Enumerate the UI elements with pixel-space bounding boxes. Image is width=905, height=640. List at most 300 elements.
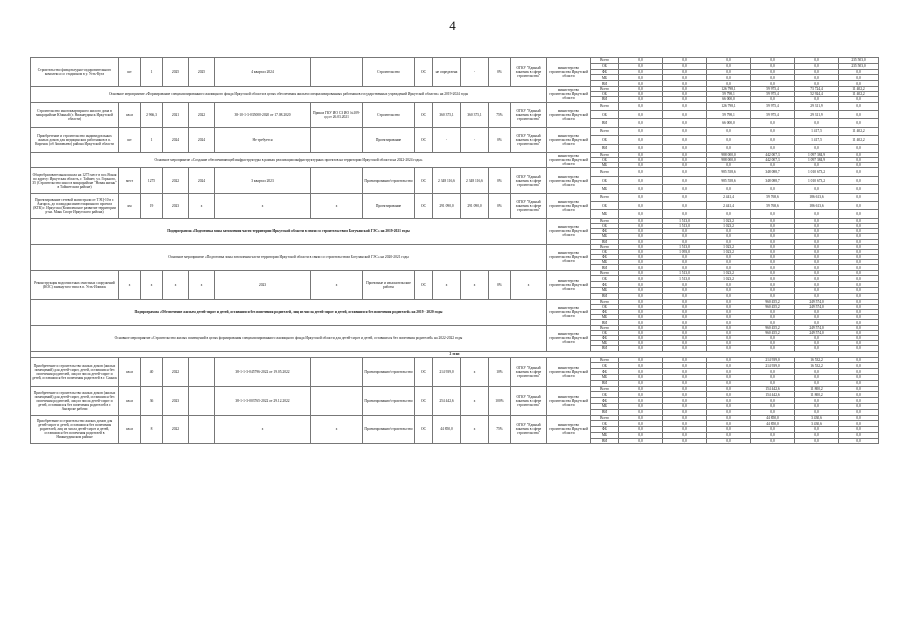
funding-value: 0,0: [839, 202, 879, 210]
funding-value: 0,0: [839, 438, 879, 444]
funding-source: Всего: [591, 244, 619, 249]
funding-value: 0,0: [795, 310, 839, 315]
funding-value: 59 975,4: [751, 102, 795, 110]
funding-value: 0,0: [707, 229, 751, 234]
funding-value: 0,0: [619, 310, 663, 315]
funding-value: 0,0: [751, 244, 795, 249]
funding-value: 0,0: [619, 81, 663, 87]
object-cost: 360 375,1: [433, 102, 461, 127]
funding-value: 960 455,2: [751, 330, 795, 335]
funding-value: 0,0: [663, 239, 707, 244]
object-unit: мест: [119, 168, 141, 193]
funding-value: 0,0: [619, 438, 663, 444]
funding-source: ОБ: [591, 158, 619, 163]
funding-value: 0,0: [619, 346, 663, 351]
object-end: 2022: [189, 102, 215, 127]
object-start: 2023: [163, 193, 189, 218]
funding-value: 11 402,2: [839, 86, 879, 91]
funding-value: 0,0: [663, 127, 707, 135]
funding-value: 0,0: [663, 136, 707, 144]
object-form: ОС: [415, 127, 433, 152]
funding-value: 0,0: [795, 63, 839, 69]
funding-value: 0,0: [839, 346, 879, 351]
funding-value: 0,0: [795, 144, 839, 152]
funding-source: ФБ: [591, 310, 619, 315]
funding-value: 0,0: [619, 63, 663, 69]
funding-value: 0,0: [707, 282, 751, 288]
funding-value: 0,0: [663, 229, 707, 234]
funding-value: 3 430,6: [795, 421, 839, 427]
funding-value: 1 023,2: [707, 270, 751, 276]
funding-value: 0,0: [619, 369, 663, 375]
funding-source: ВИ: [591, 346, 619, 351]
funding-source: ОБ: [591, 92, 619, 97]
object-form: ОС: [415, 102, 433, 127]
funding-value: 0,0: [795, 229, 839, 234]
object-start: 2023: [163, 386, 189, 415]
object-ministry: министерство строительства Иркутской области: [547, 270, 591, 299]
object-stage: Строительство: [363, 58, 415, 87]
funding-value: 0,0: [795, 265, 839, 270]
funding-value: 0,0: [751, 293, 795, 299]
funding-value: 442 007,3: [751, 152, 795, 157]
funding-source: МБ: [591, 432, 619, 438]
measure-title: Основное мероприятие «Строительство жилых помещений в целях формирования специализированного жилищного фонда Иркутской области для детей-сирот и детей, оставшихся без попечения родителей» на 2022-2022 годы: [31, 325, 547, 351]
funding-value: 0,0: [795, 234, 839, 239]
object-form: ОС: [415, 168, 433, 193]
funding-value: 0,0: [839, 432, 879, 438]
funding-value: 0,0: [795, 210, 839, 218]
object-readiness: 75%: [489, 102, 511, 127]
object-docs: 38-1-1-3-045796-2022 от 19.05.2022: [215, 357, 311, 386]
funding-value: 0,0: [795, 249, 839, 254]
funding-value: 0,0: [707, 380, 751, 386]
object-unit: км: [119, 193, 141, 218]
funding-value: 0,0: [619, 119, 663, 127]
object-expertise: Приказ ГКУ ИО СЗ ИО №109-од от 26.03.2021: [311, 102, 363, 127]
object-start: 2024: [163, 127, 189, 152]
funding-value: 11 800,2: [795, 386, 839, 392]
funding-value: 186 613,6: [795, 202, 839, 210]
funding-value: 0,0: [707, 341, 751, 346]
funding-source: МБ: [591, 234, 619, 239]
funding-value: 0,0: [751, 81, 795, 87]
funding-value: 988 000,0: [707, 152, 751, 157]
funding-value: 0,0: [795, 97, 839, 102]
object-end: 2024: [189, 127, 215, 152]
funding-value: 0,0: [619, 163, 663, 168]
object-unit: кв.м: [119, 357, 141, 386]
funding-value: 0,0: [751, 335, 795, 340]
funding-value: 0,0: [707, 335, 751, 340]
object-cost: 214 939,0: [433, 357, 461, 386]
funding-value: 0,0: [663, 102, 707, 110]
funding-value: 0,0: [619, 193, 663, 201]
measure-ministry: министерство строительства Иркутской области: [547, 244, 591, 270]
funding-value: 0,0: [839, 265, 879, 270]
object-ministry: министерство строительства Иркутской области: [547, 127, 591, 152]
funding-value: 0,0: [663, 438, 707, 444]
funding-value: 0,0: [707, 81, 751, 87]
funding-value: 0,0: [839, 223, 879, 228]
funding-value: 0,0: [751, 270, 795, 276]
funding-value: 442 007,3: [751, 158, 795, 163]
object-stage: Проектирование/строительство: [363, 415, 415, 444]
funding-source: Всего: [591, 415, 619, 421]
funding-value: 0,0: [663, 363, 707, 369]
funding-value: 0,0: [619, 110, 663, 118]
funding-value: 126 798,1: [707, 86, 751, 91]
object-ministry: министерство строительства Иркутской области: [547, 357, 591, 386]
funding-value: 0,0: [795, 185, 839, 193]
object-docs: 38-10-1-3-035000-2020 от 17.08.2020: [215, 102, 311, 127]
funding-source: ФБ: [591, 427, 619, 433]
funding-value: 0,0: [663, 265, 707, 270]
funding-value: 186 613,6: [795, 193, 839, 201]
object-cost2: х: [461, 415, 489, 444]
object-unit: кв.м: [119, 415, 141, 444]
funding-source: ВИ: [591, 239, 619, 244]
funding-value: 16 532,2: [795, 363, 839, 369]
funding-value: 0,0: [751, 409, 795, 415]
funding-value: 0,0: [795, 432, 839, 438]
funding-value: 0,0: [663, 415, 707, 421]
funding-value: 0,0: [619, 415, 663, 421]
funding-value: 0,0: [751, 427, 795, 433]
object-ministry: министерство строительства Иркутской области: [547, 168, 591, 193]
object-cost2: х: [461, 357, 489, 386]
funding-value: 1 023,2: [707, 218, 751, 223]
funding-value: 11 402,2: [839, 92, 879, 97]
funding-value: 0,0: [663, 403, 707, 409]
object-stage: Проектирование/строительство: [363, 168, 415, 193]
funding-value: 1 097 384,9: [795, 152, 839, 157]
funding-value: 0,0: [619, 330, 663, 335]
table-row: [31, 127, 879, 135]
measure-ministry: министерство строительства Иркутской области: [547, 299, 591, 325]
funding-value: 0,0: [619, 380, 663, 386]
funding-value: 0,0: [619, 299, 663, 304]
funding-value: 0,0: [707, 330, 751, 335]
object-form: ОС: [415, 58, 433, 87]
funding-value: 0,0: [751, 185, 795, 193]
funding-value: 0,0: [839, 288, 879, 294]
funding-source: Всего: [591, 102, 619, 110]
funding-value: 0,0: [663, 119, 707, 127]
funding-value: 0,0: [619, 86, 663, 91]
funding-value: 0,0: [619, 75, 663, 81]
table-row: [31, 193, 879, 201]
funding-value: 1 010 673,2: [795, 168, 839, 176]
funding-source: Всего: [591, 325, 619, 330]
object-name: Общеобразовательная школа на 1275 мест в пос.Ясная по адресу: Иркутская область, г. Тайшет, ул. Горького, 35 (Строительство школ в микрорайоне "Новая жизнь" в Тайшетском районе): [31, 168, 119, 193]
funding-value: 0,0: [663, 81, 707, 87]
funding-value: 0,0: [663, 304, 707, 309]
object-expertise: [311, 127, 363, 152]
funding-value: 0,0: [707, 325, 751, 330]
funding-value: 0,0: [839, 81, 879, 87]
object-ministry: министерство строительства Иркутской области: [547, 102, 591, 127]
funding-value: 59 798,1: [707, 110, 751, 118]
funding-value: 0,0: [751, 265, 795, 270]
funding-source: ФБ: [591, 282, 619, 288]
funding-value: 0,0: [751, 249, 795, 254]
object-customer: ОГКУ "Единый заказчик в сфере строительства": [511, 102, 547, 127]
object-docs: х: [215, 193, 311, 218]
object-ministry: министерство строительства Иркутской области: [547, 58, 591, 87]
measure-ministry: министерство строительства Иркутской области: [547, 218, 591, 244]
funding-source: МБ: [591, 374, 619, 380]
funding-value: 0,0: [751, 260, 795, 265]
funding-value: 0,0: [707, 210, 751, 218]
funding-value: 0,0: [663, 421, 707, 427]
funding-source: ФБ: [591, 369, 619, 375]
object-customer: ОГКУ "Единый заказчик в сфере строительства": [511, 415, 547, 444]
object-customer: ОГКУ "Единый заказчик в сфере строительства": [511, 193, 547, 218]
funding-value: 29 311,9: [795, 110, 839, 118]
funding-value: 0,0: [751, 403, 795, 409]
object-start: 2025: [163, 58, 189, 87]
object-cost: 2 348 116,6: [433, 168, 461, 193]
object-expertise: [311, 58, 363, 87]
funding-value: 0,0: [619, 265, 663, 270]
funding-value: 0,0: [619, 363, 663, 369]
funding-value: 0,0: [663, 315, 707, 320]
funding-value: 0,0: [795, 293, 839, 299]
funding-value: 59 975,4: [751, 92, 795, 97]
funding-source: ОБ: [591, 421, 619, 427]
funding-source: ОБ: [591, 276, 619, 282]
funding-value: 0,0: [839, 357, 879, 363]
stage-label: 2 этап: [31, 351, 879, 357]
object-ministry: министерство строительства Иркутской области: [547, 386, 591, 415]
funding-value: 0,0: [751, 255, 795, 260]
funding-value: 0,0: [663, 357, 707, 363]
funding-value: 1 023,2: [707, 249, 751, 254]
funding-source: МБ: [591, 75, 619, 81]
funding-source: ВИ: [591, 293, 619, 299]
funding-value: 0,0: [619, 158, 663, 163]
object-cost: -: [433, 127, 461, 152]
funding-source: ОБ: [591, 392, 619, 398]
funding-value: 0,0: [707, 320, 751, 325]
object-name: Проектирование сетевой магистрали от ТЭЦ-10 в г. Ангарск, до площадки инвестиционного проекта (КТК) г. Иркутска (Комплексное развитие территории р-на. Маяк Спорт Иркутского района): [31, 193, 119, 218]
funding-value: 0,0: [795, 119, 839, 127]
funding-value: 0,0: [663, 392, 707, 398]
funding-value: 235 503,0: [839, 63, 879, 69]
object-capacity: 1: [141, 58, 163, 87]
object-capacity: 40: [141, 357, 163, 386]
funding-value: 1 023,2: [707, 244, 751, 249]
funding-value: 0,0: [663, 210, 707, 218]
funding-source: ВИ: [591, 380, 619, 386]
funding-value: 66 000,0: [707, 119, 751, 127]
object-capacity: 2 966,3: [141, 102, 163, 127]
object-stage: Проектирование: [363, 193, 415, 218]
funding-value: 0,0: [795, 69, 839, 75]
funding-value: 0,0: [707, 398, 751, 404]
object-docs: 4 квартал 2024: [215, 58, 311, 87]
funding-value: 0,0: [839, 335, 879, 340]
funding-value: 0,0: [663, 255, 707, 260]
funding-value: 59 975,4: [751, 110, 795, 118]
object-stage: Проектирование/строительство: [363, 357, 415, 386]
funding-value: 0,0: [619, 260, 663, 265]
funding-value: 0,0: [795, 335, 839, 340]
funding-value: 0,0: [795, 315, 839, 320]
funding-value: 0,0: [751, 234, 795, 239]
funding-value: 0,0: [839, 293, 879, 299]
measure-ministry: министерство строительства Иркутской области: [547, 325, 591, 351]
funding-value: 0,0: [839, 421, 879, 427]
funding-value: 0,0: [619, 398, 663, 404]
funding-value: 0,0: [839, 144, 879, 152]
funding-value: 0,0: [751, 239, 795, 244]
funding-value: 0,0: [707, 144, 751, 152]
funding-value: 0,0: [839, 69, 879, 75]
funding-value: 0,0: [663, 409, 707, 415]
object-docs: 2023: [215, 270, 311, 299]
funding-value: 0,0: [663, 185, 707, 193]
object-unit: кв.м: [119, 102, 141, 127]
funding-value: 3 430,6: [795, 415, 839, 421]
funding-value: 0,0: [663, 86, 707, 91]
measure-title: Основное мероприятие «Подготовка зоны затопления части территории Иркутской области в связи со строительством Богучанской ГЭС» на 2020-2021 годы: [31, 244, 547, 270]
funding-value: 0,0: [619, 229, 663, 234]
funding-value: 0,0: [795, 260, 839, 265]
funding-value: 29 311,9: [795, 102, 839, 110]
funding-value: 0,0: [839, 185, 879, 193]
object-name: Приобретение и строительство жилых домов (жилых помещений) для детей-сирот, детей, оставшихся без попечения родителей, лиц из числа детей-сирот и детей, оставшихся без попечения родителей в г. Саянск: [31, 357, 119, 386]
funding-value: 0,0: [839, 276, 879, 282]
object-name: Приобретение и строительство индивидуальных жилых домов для медицинских работников в п. Киренск (об Зимовьево) района Иркутской области: [31, 127, 119, 152]
funding-source: ОБ: [591, 110, 619, 118]
funding-value: 0,0: [663, 299, 707, 304]
object-unit: шт: [119, 58, 141, 87]
object-name: Приобретение и строительство жилых домов (жилых помещений) для детей-сирот, детей, оставшихся без попечения родителей, лиц из числа детей-сирот и детей, оставшихся без попечения родителей в г. Ангарске рабочи: [31, 386, 119, 415]
funding-value: 0,0: [839, 119, 879, 127]
funding-value: 249 574,0: [795, 330, 839, 335]
funding-value: 0,0: [707, 369, 751, 375]
object-end: х: [189, 270, 215, 299]
object-cost: 291 090,0: [433, 193, 461, 218]
funding-value: 0,0: [795, 403, 839, 409]
funding-value: 0,0: [619, 136, 663, 144]
funding-value: 0,0: [751, 438, 795, 444]
funding-source: Всего: [591, 58, 619, 64]
funding-value: 0,0: [619, 276, 663, 282]
funding-source: ОБ: [591, 63, 619, 69]
funding-value: 0,0: [795, 239, 839, 244]
funding-value: 0,0: [751, 229, 795, 234]
funding-value: 2 441,4: [707, 193, 751, 201]
funding-source: ФБ: [591, 398, 619, 404]
funding-value: 0,0: [751, 119, 795, 127]
funding-value: 960 455,2: [751, 299, 795, 304]
funding-value: 0,0: [707, 260, 751, 265]
funding-source: МБ: [591, 163, 619, 168]
funding-value: 0,0: [619, 223, 663, 228]
funding-value: 0,0: [707, 127, 751, 135]
funding-value: 0,0: [839, 239, 879, 244]
funding-value: 0,0: [839, 386, 879, 392]
object-customer: ОГКУ "Единый заказчик в сфере строительства": [511, 386, 547, 415]
object-capacity: 1275: [141, 168, 163, 193]
funding-value: 0,0: [707, 163, 751, 168]
funding-value: 0,0: [619, 249, 663, 254]
funding-value: 0,0: [619, 315, 663, 320]
funding-value: 0,0: [839, 374, 879, 380]
funding-value: 0,0: [795, 244, 839, 249]
funding-value: 0,0: [707, 357, 751, 363]
funding-value: 0,0: [707, 374, 751, 380]
funding-value: 0,0: [839, 218, 879, 223]
funding-source: Всего: [591, 193, 619, 201]
funding-value: 0,0: [839, 255, 879, 260]
funding-value: 0,0: [707, 136, 751, 144]
funding-value: 0,0: [751, 58, 795, 64]
funding-value: 0,0: [707, 63, 751, 69]
object-end: [189, 357, 215, 386]
funding-value: 0,0: [663, 369, 707, 375]
object-name: Строительство многоквартирного жилого дома в микрорайоне Южный (г. Нижнеудинск Иркутской области): [31, 102, 119, 127]
funding-value: 0,0: [795, 270, 839, 276]
funding-source: ВИ: [591, 265, 619, 270]
object-ministry: министерство строительства Иркутской области: [547, 415, 591, 444]
funding-source: ВИ: [591, 144, 619, 152]
measure-ministry: министерство строительства Иркутской области: [547, 86, 591, 102]
funding-value: 0,0: [707, 293, 751, 299]
funding-value: 0,0: [707, 346, 751, 351]
funding-value: 11 402,2: [839, 136, 879, 144]
funding-value: 1 010 673,2: [795, 176, 839, 184]
funding-value: 0,0: [751, 144, 795, 152]
funding-value: 0,0: [663, 346, 707, 351]
object-readiness: 0%: [489, 168, 511, 193]
funding-value: 0,0: [751, 369, 795, 375]
funding-value: 0,0: [839, 380, 879, 386]
funding-value: 0,0: [795, 81, 839, 87]
funding-value: 348 088,7: [751, 176, 795, 184]
funding-value: 0,0: [619, 421, 663, 427]
funding-value: 0,0: [839, 282, 879, 288]
funding-value: 0,0: [619, 234, 663, 239]
funding-value: 0,0: [619, 127, 663, 135]
funding-value: 0,0: [707, 75, 751, 81]
funding-value: 0,0: [795, 282, 839, 288]
funding-value: 214 939,0: [751, 363, 795, 369]
funding-value: 0,0: [839, 304, 879, 309]
funding-value: 0,0: [663, 176, 707, 184]
funding-value: 59 768,6: [751, 202, 795, 210]
funding-source: МБ: [591, 260, 619, 265]
funding-value: 0,0: [663, 335, 707, 340]
funding-value: 0,0: [751, 75, 795, 81]
funding-value: 960 455,2: [751, 304, 795, 309]
funding-value: 154 442,6: [751, 392, 795, 398]
funding-value: 0,0: [663, 163, 707, 168]
object-cost: 254 442,6: [433, 386, 461, 415]
funding-value: 0,0: [795, 346, 839, 351]
object-customer: ОГКУ "Единый заказчик в сфере строительства": [511, 357, 547, 386]
funding-source: МБ: [591, 288, 619, 294]
object-start: х: [163, 270, 189, 299]
object-form: ОС: [415, 386, 433, 415]
funding-value: 0,0: [839, 234, 879, 239]
funding-value: 0,0: [751, 223, 795, 228]
funding-source: МБ: [591, 315, 619, 320]
funding-value: 0,0: [839, 210, 879, 218]
